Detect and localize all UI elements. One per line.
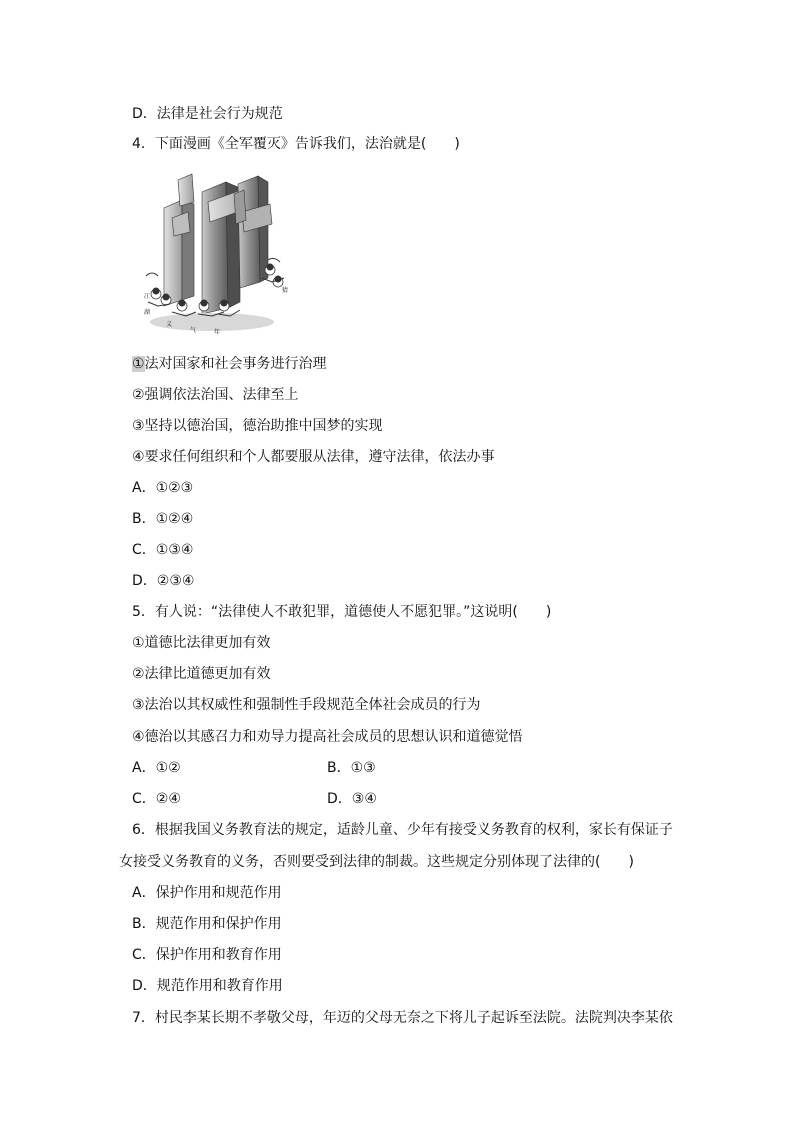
statement-marker: ① — [132, 356, 145, 372]
cartoon-label: 年 — [214, 329, 221, 336]
q5-statement-1: ①道德比法律更加有效 — [132, 635, 271, 651]
statement-text: 法对国家和社会事务进行治理 — [144, 356, 327, 372]
q5-option-b[interactable]: B．①③ — [327, 760, 376, 776]
q5-option-c[interactable]: C．②④ — [132, 791, 181, 807]
q6-stem-line2: 女接受义务教育的义务，否则要受到法律的制裁。这些规定分别体现了法律的( ) — [119, 854, 634, 870]
q4-statement-4: ④要求任何组织和个人都要服从法律，遵守法律，依法办事 — [132, 449, 495, 465]
q6-option-a[interactable]: A．保护作用和规范作用 — [132, 885, 282, 901]
q5-option-a[interactable]: A．①② — [132, 760, 181, 776]
q7-stem: 7．村民李某长期不孝敬父母，年迈的父母无奈之下将儿子起诉至法院。法院判决李某依 — [132, 1010, 673, 1026]
cartoon-label: 猜 — [282, 287, 289, 294]
q4-stem: 4．下面漫画《全军覆灭》告诉我们，法治就是( ) — [132, 136, 460, 152]
q5-statement-4: ④德治以其感召力和劝导力提高社会成员的思想认识和道德觉悟 — [132, 729, 523, 745]
q4-statement-2: ②强调依法治国、法律至上 — [132, 387, 299, 403]
cartoon-label: 气 — [190, 327, 197, 334]
q4-option-c[interactable]: C．①③④ — [132, 542, 194, 558]
q4-statement-1 — [132, 354, 327, 374]
q6-stem-line1: 6．根据我国义务教育法的规定，适龄儿童、少年有接受义务教育的权利，家长有保证子 — [132, 822, 673, 838]
q3-option-d: D．法律是社会行为规范 — [132, 106, 283, 122]
q5-statement-3: ③法治以其权威性和强制性手段规范全体社会成员的行为 — [132, 697, 481, 713]
q5-option-d[interactable]: D．③④ — [327, 791, 377, 807]
cartoon-label: 义 — [166, 321, 173, 328]
q6-option-c[interactable]: C．保护作用和教育作用 — [132, 947, 282, 963]
q5-statement-2: ②法律比道德更加有效 — [132, 666, 271, 682]
cartoon-image — [142, 172, 292, 340]
q6-option-b[interactable]: B．规范作用和保护作用 — [132, 916, 282, 932]
q6-option-d[interactable]: D．规范作用和教育作用 — [132, 978, 283, 994]
q4-statement-3: ③坚持以德治国，德治助推中国梦的实现 — [132, 418, 383, 434]
cartoon-label: 冮 — [144, 293, 151, 300]
q5-stem: 5．有人说：“法律使人不敢犯罪，道德使人不愿犯罪。”这说明( ) — [132, 604, 552, 620]
q4-option-d[interactable]: D．②③④ — [132, 573, 195, 589]
cartoon-label: 湖 — [144, 309, 151, 316]
q4-option-a[interactable]: A．①②③ — [132, 480, 194, 496]
q4-option-b[interactable]: B．①②④ — [132, 511, 194, 527]
